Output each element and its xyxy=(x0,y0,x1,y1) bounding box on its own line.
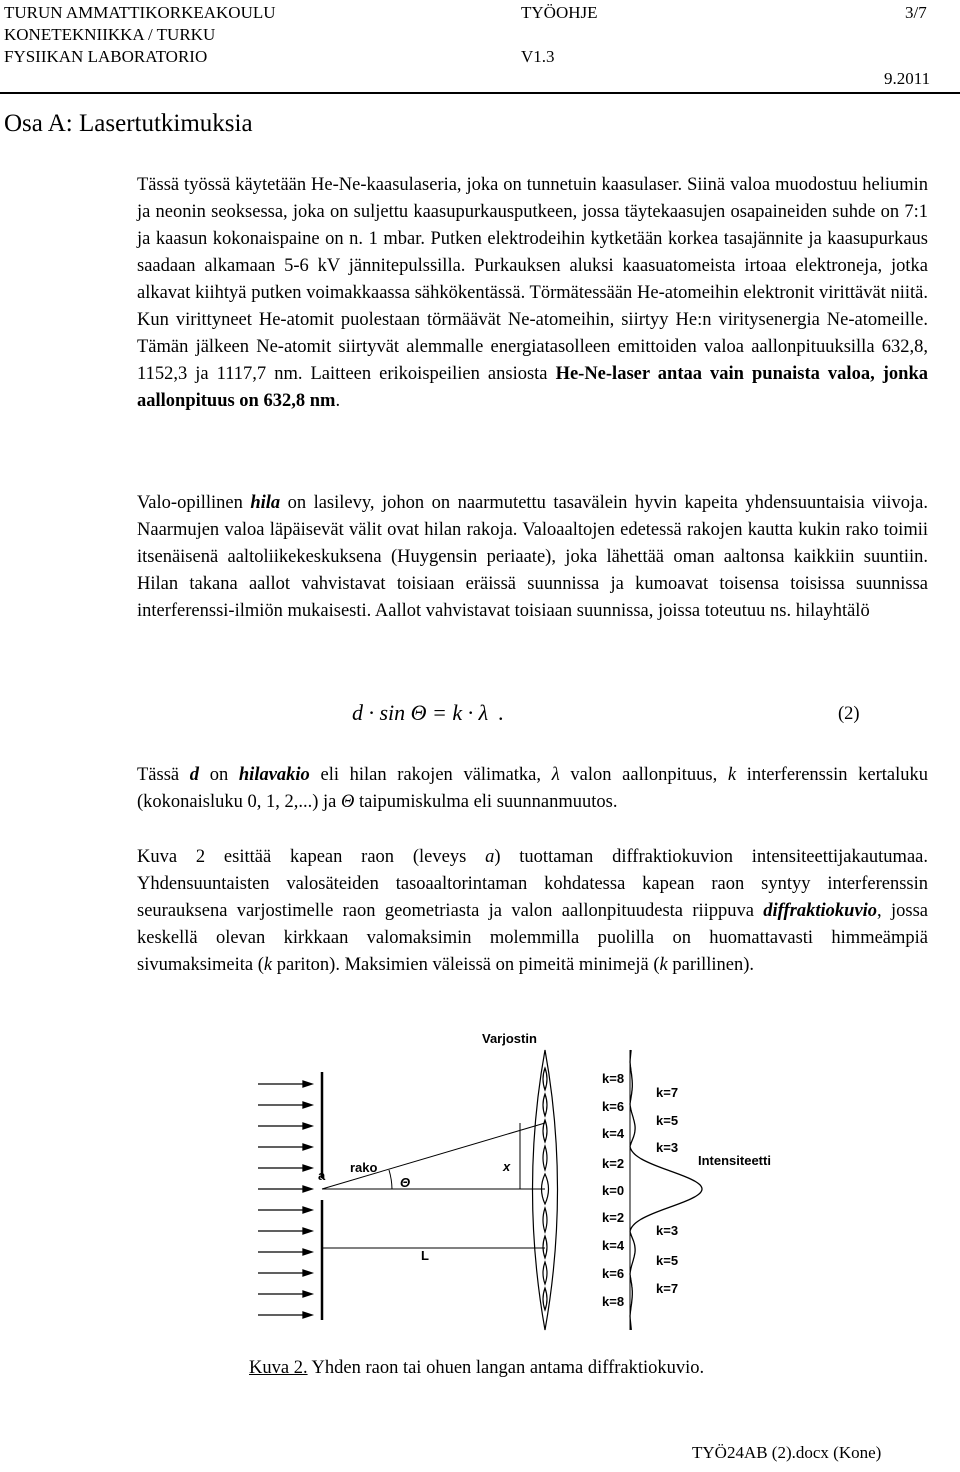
term-hilavakio: hilavakio xyxy=(238,765,310,785)
maximum-label: k=7 xyxy=(656,1281,679,1296)
angle-label: Θ xyxy=(400,1175,411,1190)
paragraph-text: Tässä työssä käytetään He-Ne-kaasulaseria, joka on tunnetuin kaasulaser. Siinä valoa muodostuu heliumin ja neonin seoksessa, joka on suljettu kaasupurkausputkeen, jossa täytekaasujen osapaineiden suhde on 7:1 ja kaasun kokonaispaine on n. 1 mbar. Putken elektrodeihin kytketään korkea tasajännite ja kaasupurkaus saadaan alkamaan 5-6 kV jännitepulssilla. Purkauksen aluksi kaasuatomeista irtoaa elektroneja, jotka alkavat kiihtyä putken voimakkaassa sähkökentässä. Törmätessään He-atomeihin elektronit virittävät niitä. Kun virittyneet He-atomit puolestaan törmäävät Ne-atomeihin, siirtyy He:n viritysenergia Ne-atomeille. Tämän jälkeen Ne-atomit siirtyvät alemmalle energiatasolleen emittoiden valoa aallonpituuksilla 632,8, 1152,3 ja 1117,7 nm. Laitteen erikoispeilien ansiosta xyxy=(137,175,928,384)
paragraph-definitions xyxy=(137,762,928,816)
screen-fringe xyxy=(543,1208,547,1232)
var-d: d xyxy=(189,765,200,785)
text-run: pariton). Maksimien väleissä on pimeitä minimejä ( xyxy=(272,955,660,975)
arrow-head xyxy=(303,1228,312,1234)
department-name: KONETEKNIIKKA / TURKU xyxy=(4,25,216,44)
text-run: Kuva 2 esittää kapean raon (leveys xyxy=(137,847,486,867)
minimum-label: k=2 xyxy=(602,1210,625,1225)
text-run: Tässä xyxy=(137,765,190,785)
text-run: interferenssin kertaluku (kokonaisluku 0, 1, 2,...) ja xyxy=(137,765,928,812)
screen-fringe xyxy=(543,1094,547,1116)
footer-filename: TYÖ24AB (2).docx (Kone) xyxy=(692,1443,882,1462)
arrow-head xyxy=(303,1102,312,1108)
diffraction-figure xyxy=(0,1020,960,1350)
var-k: k xyxy=(659,955,668,975)
paragraph-diffraction xyxy=(137,844,928,979)
screen-fringe xyxy=(543,1288,547,1310)
text-run: valon aallonpituus, xyxy=(559,765,728,785)
figure-caption xyxy=(249,1358,704,1379)
screen-label: Varjostin xyxy=(482,1031,537,1046)
minimum-label: k=4 xyxy=(602,1126,625,1141)
maximum-label: k=7 xyxy=(656,1085,679,1100)
bold-statement: He-Ne-laser antaa vain punaista valoa, jonka aallonpituus on 632,8 nm xyxy=(137,364,928,411)
maxima-labels xyxy=(656,1085,678,1296)
arrow-head xyxy=(303,1165,312,1171)
screen-fringe xyxy=(543,1146,547,1170)
term-hila: hila xyxy=(250,493,281,513)
arrow-head xyxy=(303,1081,312,1087)
paragraph-end: . xyxy=(335,391,341,411)
var-theta: Θ xyxy=(341,792,355,812)
arrow-head xyxy=(303,1291,312,1297)
arrow-head xyxy=(303,1312,312,1318)
paragraph-grating xyxy=(137,490,928,625)
arrow-head xyxy=(303,1144,312,1150)
arrow-head xyxy=(303,1123,312,1129)
grating-equation: d · sin Θ = k · λ xyxy=(352,700,489,725)
page-number: 3/7 xyxy=(905,3,927,22)
document-version: V1.3 xyxy=(521,47,555,66)
maximum-label: k=5 xyxy=(656,1253,679,1268)
document-date: 9.2011 xyxy=(884,69,931,88)
var-lambda: λ xyxy=(551,765,560,785)
arrow-head xyxy=(303,1270,312,1276)
angle-arc xyxy=(389,1170,392,1189)
arrow-head xyxy=(303,1186,312,1192)
text-run: ) tuottaman diffraktiokuvion intensiteettijakautumaa. Yhdensuuntaisten valosäteiden tasoaaltorintaman kohdatessa kapean raon syntyy interferenssin seurauksena varjostimelle raon geometriasta ja valon aallonpituudesta riippuva xyxy=(137,847,928,921)
equation-period: . xyxy=(498,700,504,725)
var-k: k xyxy=(263,955,273,975)
intensity-label: Intensiteetti xyxy=(698,1153,771,1168)
slit-label: rako xyxy=(350,1160,378,1175)
arrow-head xyxy=(303,1249,312,1255)
text-run: taipumiskulma eli suunnanmuutos. xyxy=(354,792,618,812)
minimum-label: k=8 xyxy=(602,1071,625,1086)
paragraph-laser-intro xyxy=(137,172,928,415)
x-label: x xyxy=(503,1159,511,1174)
caption-label: Kuva 2. xyxy=(249,1358,308,1378)
minimum-label: k=4 xyxy=(602,1238,625,1253)
laboratory-name: FYSIIKAN LABORATORIO xyxy=(4,47,208,66)
text-run: eli hilan rakojen välimatka, xyxy=(309,765,552,785)
caption-text: Yhden raon tai ohuen langan antama diffraktiokuvio. xyxy=(307,1358,705,1378)
text-run: on lasilevy, johon on naarmutettu tasavälein hyvin kapeita yhdensuuntaisia viivoja. Naarmujen valoa läpäisevät välit ovat hilan rakoja. Valoaaltojen edetessä rakojen kautta kukin rako toimii itsenäisenä aaltoliikekeskuksena (Huygensin periaate), joka lähettää oman aaltonsa kaikkiin suuntiin. Hilan takana aallot vahvistavat toisiaan eräissä suunnissa ja kumoavat toisensa toisissa suunnissa interferenssi-ilmiön mukaisesti. Aallot vahvistavat toisiaan suunnissa, joissa toteutuu ns. hilayhtälö xyxy=(137,493,928,621)
screen-pattern xyxy=(533,1050,558,1330)
text-run: parillinen). xyxy=(667,955,755,975)
minimum-label: k=0 xyxy=(602,1183,625,1198)
header-rule xyxy=(0,92,960,94)
incident-wave-arrows xyxy=(258,1081,312,1318)
maximum-label: k=3 xyxy=(656,1140,679,1155)
minimum-label: k=6 xyxy=(602,1099,625,1114)
text-run: , jossa keskellä olevan kirkkaan valomaksimin molemmilla puolilla on huomattavasti himmeämpiä sivumaksimeita ( xyxy=(137,901,928,975)
screen-fringe xyxy=(543,1068,547,1090)
minimum-label: k=6 xyxy=(602,1266,625,1281)
text-run: Valo-opillinen xyxy=(137,493,251,513)
diffracted-ray xyxy=(322,1123,545,1189)
var-k: k xyxy=(727,765,737,785)
school-name: TURUN AMMATTIKORKEAKOULU xyxy=(4,3,276,22)
minimum-label: k=8 xyxy=(602,1294,625,1309)
minima-labels xyxy=(602,1071,625,1309)
screen-fringe xyxy=(543,1236,547,1258)
maximum-label: k=5 xyxy=(656,1113,679,1128)
equation-number: (2) xyxy=(838,704,860,724)
arrow-head xyxy=(303,1207,312,1213)
page-title: Osa A: Lasertutkimuksia xyxy=(4,110,253,137)
term-diffraktiokuvio: diffraktiokuvio xyxy=(763,901,878,921)
screen-fringe xyxy=(543,1262,547,1284)
document-type: TYÖOHJE xyxy=(521,3,598,22)
text-run: on xyxy=(199,765,239,785)
var-a: a xyxy=(485,847,495,867)
maximum-label: k=3 xyxy=(656,1223,679,1238)
minimum-label: k=2 xyxy=(602,1156,625,1171)
slit-width-label: a xyxy=(318,1168,326,1183)
distance-label: L xyxy=(421,1248,429,1263)
